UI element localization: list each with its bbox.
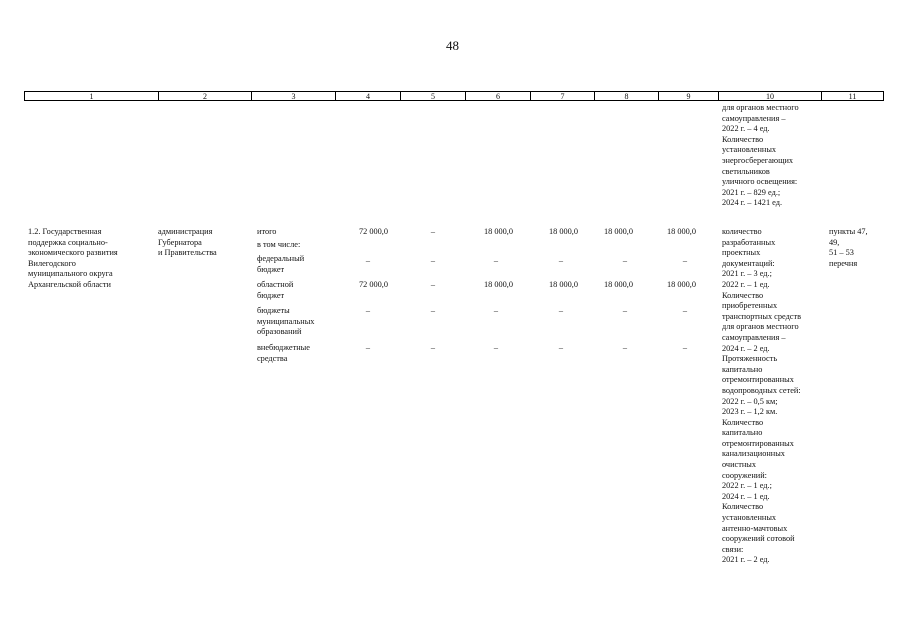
funding-source-label: в том числе: <box>257 240 301 249</box>
funding-col-8: – <box>622 343 628 352</box>
funding-col-7: – <box>558 256 564 265</box>
header-col-9: 9 <box>658 91 718 101</box>
funding-col-6: 18 000,0 <box>483 280 513 289</box>
header-col-2: 2 <box>158 91 251 101</box>
funding-col-6: – <box>493 343 499 352</box>
funding-col-7: – <box>558 306 564 315</box>
responsible-executor: администрация Губернатора и Правительства <box>158 227 217 258</box>
funding-col-8: – <box>622 256 628 265</box>
header-col-6: 6 <box>465 91 530 101</box>
funding-col-9: 18 000,0 <box>666 227 696 236</box>
funding-col-8: 18 000,0 <box>603 227 633 236</box>
header-col-10: 10 <box>718 91 821 101</box>
funding-col-6: – <box>493 256 499 265</box>
target-indicators: количество разработанных проектных документаций: 2021 г. – 3 ед.; 2022 г. – 1 ед. Количество приобретенных транспортных средств для органов местного самоуправления – 2024 г. – 2 ед. Протяженность капитально отремонтированных водопроводных сетей: 2022 г. – 0,5 км; 2023 г. – 1,2 км. Количество капитально отремонтированных канализационных очистных сооружений: 2022 г. – 1 ед.; 2024 г. – 1 ед. Количество установленных антенно-мачтовых сооружений сотовой связи: 2021 г. – 2 ед. <box>722 227 802 565</box>
header-col-7: 7 <box>530 91 594 101</box>
funding-col-7: 18 000,0 <box>548 280 578 289</box>
carry-over-indicators: для органов местного самоуправления – 2022 г. – 4 ед. Количество установленных энергосберегающих светильников уличного освещения: 2021 г. – 829 ед.; 2024 г. – 1421 ед. <box>722 103 799 208</box>
page-number: 48 <box>446 38 459 53</box>
header-col-4: 4 <box>335 91 400 101</box>
funding-total-col-4: 72 000,0 <box>358 227 388 236</box>
funding-col-4: – <box>365 256 371 265</box>
funding-source-label: внебюджетные средства <box>257 343 310 363</box>
funding-col-5: – <box>430 227 436 236</box>
funding-col-5: – <box>430 306 436 315</box>
program-item-name: 1.2. Государственная поддержка социально- экономического развития Вилегодского муниципального округа Архангельской области <box>28 227 118 289</box>
funding-col-7: – <box>558 343 564 352</box>
funding-col-8: – <box>622 306 628 315</box>
funding-col-6: – <box>493 306 499 315</box>
header-col-8: 8 <box>594 91 658 101</box>
funding-col-5: – <box>430 343 436 352</box>
header-col-5: 5 <box>400 91 465 101</box>
funding-col-8: 18 000,0 <box>603 280 633 289</box>
funding-source-label: итого <box>257 227 277 236</box>
funding-col-6: 18 000,0 <box>483 227 513 236</box>
header-col-1: 1 <box>24 91 158 101</box>
funding-col-9: 18 000,0 <box>666 280 696 289</box>
funding-source-label: областной бюджет <box>257 280 294 300</box>
funding-col-4: – <box>365 343 371 352</box>
funding-source-label: бюджеты муниципальных образований <box>257 306 315 337</box>
funding-col-4: – <box>365 306 371 315</box>
header-col-3: 3 <box>251 91 335 101</box>
funding-col-9: – <box>682 343 688 352</box>
funding-source-label: федеральный бюджет <box>257 254 305 274</box>
funding-col-4: 72 000,0 <box>358 280 388 289</box>
funding-col-9: – <box>682 256 688 265</box>
funding-col-9: – <box>682 306 688 315</box>
reference-points: пункты 47, 49, 51 – 53 перечня <box>829 227 868 268</box>
header-col-11: 11 <box>821 91 884 101</box>
funding-col-5: – <box>430 256 436 265</box>
funding-col-7: 18 000,0 <box>548 227 578 236</box>
funding-col-5: – <box>430 280 436 289</box>
